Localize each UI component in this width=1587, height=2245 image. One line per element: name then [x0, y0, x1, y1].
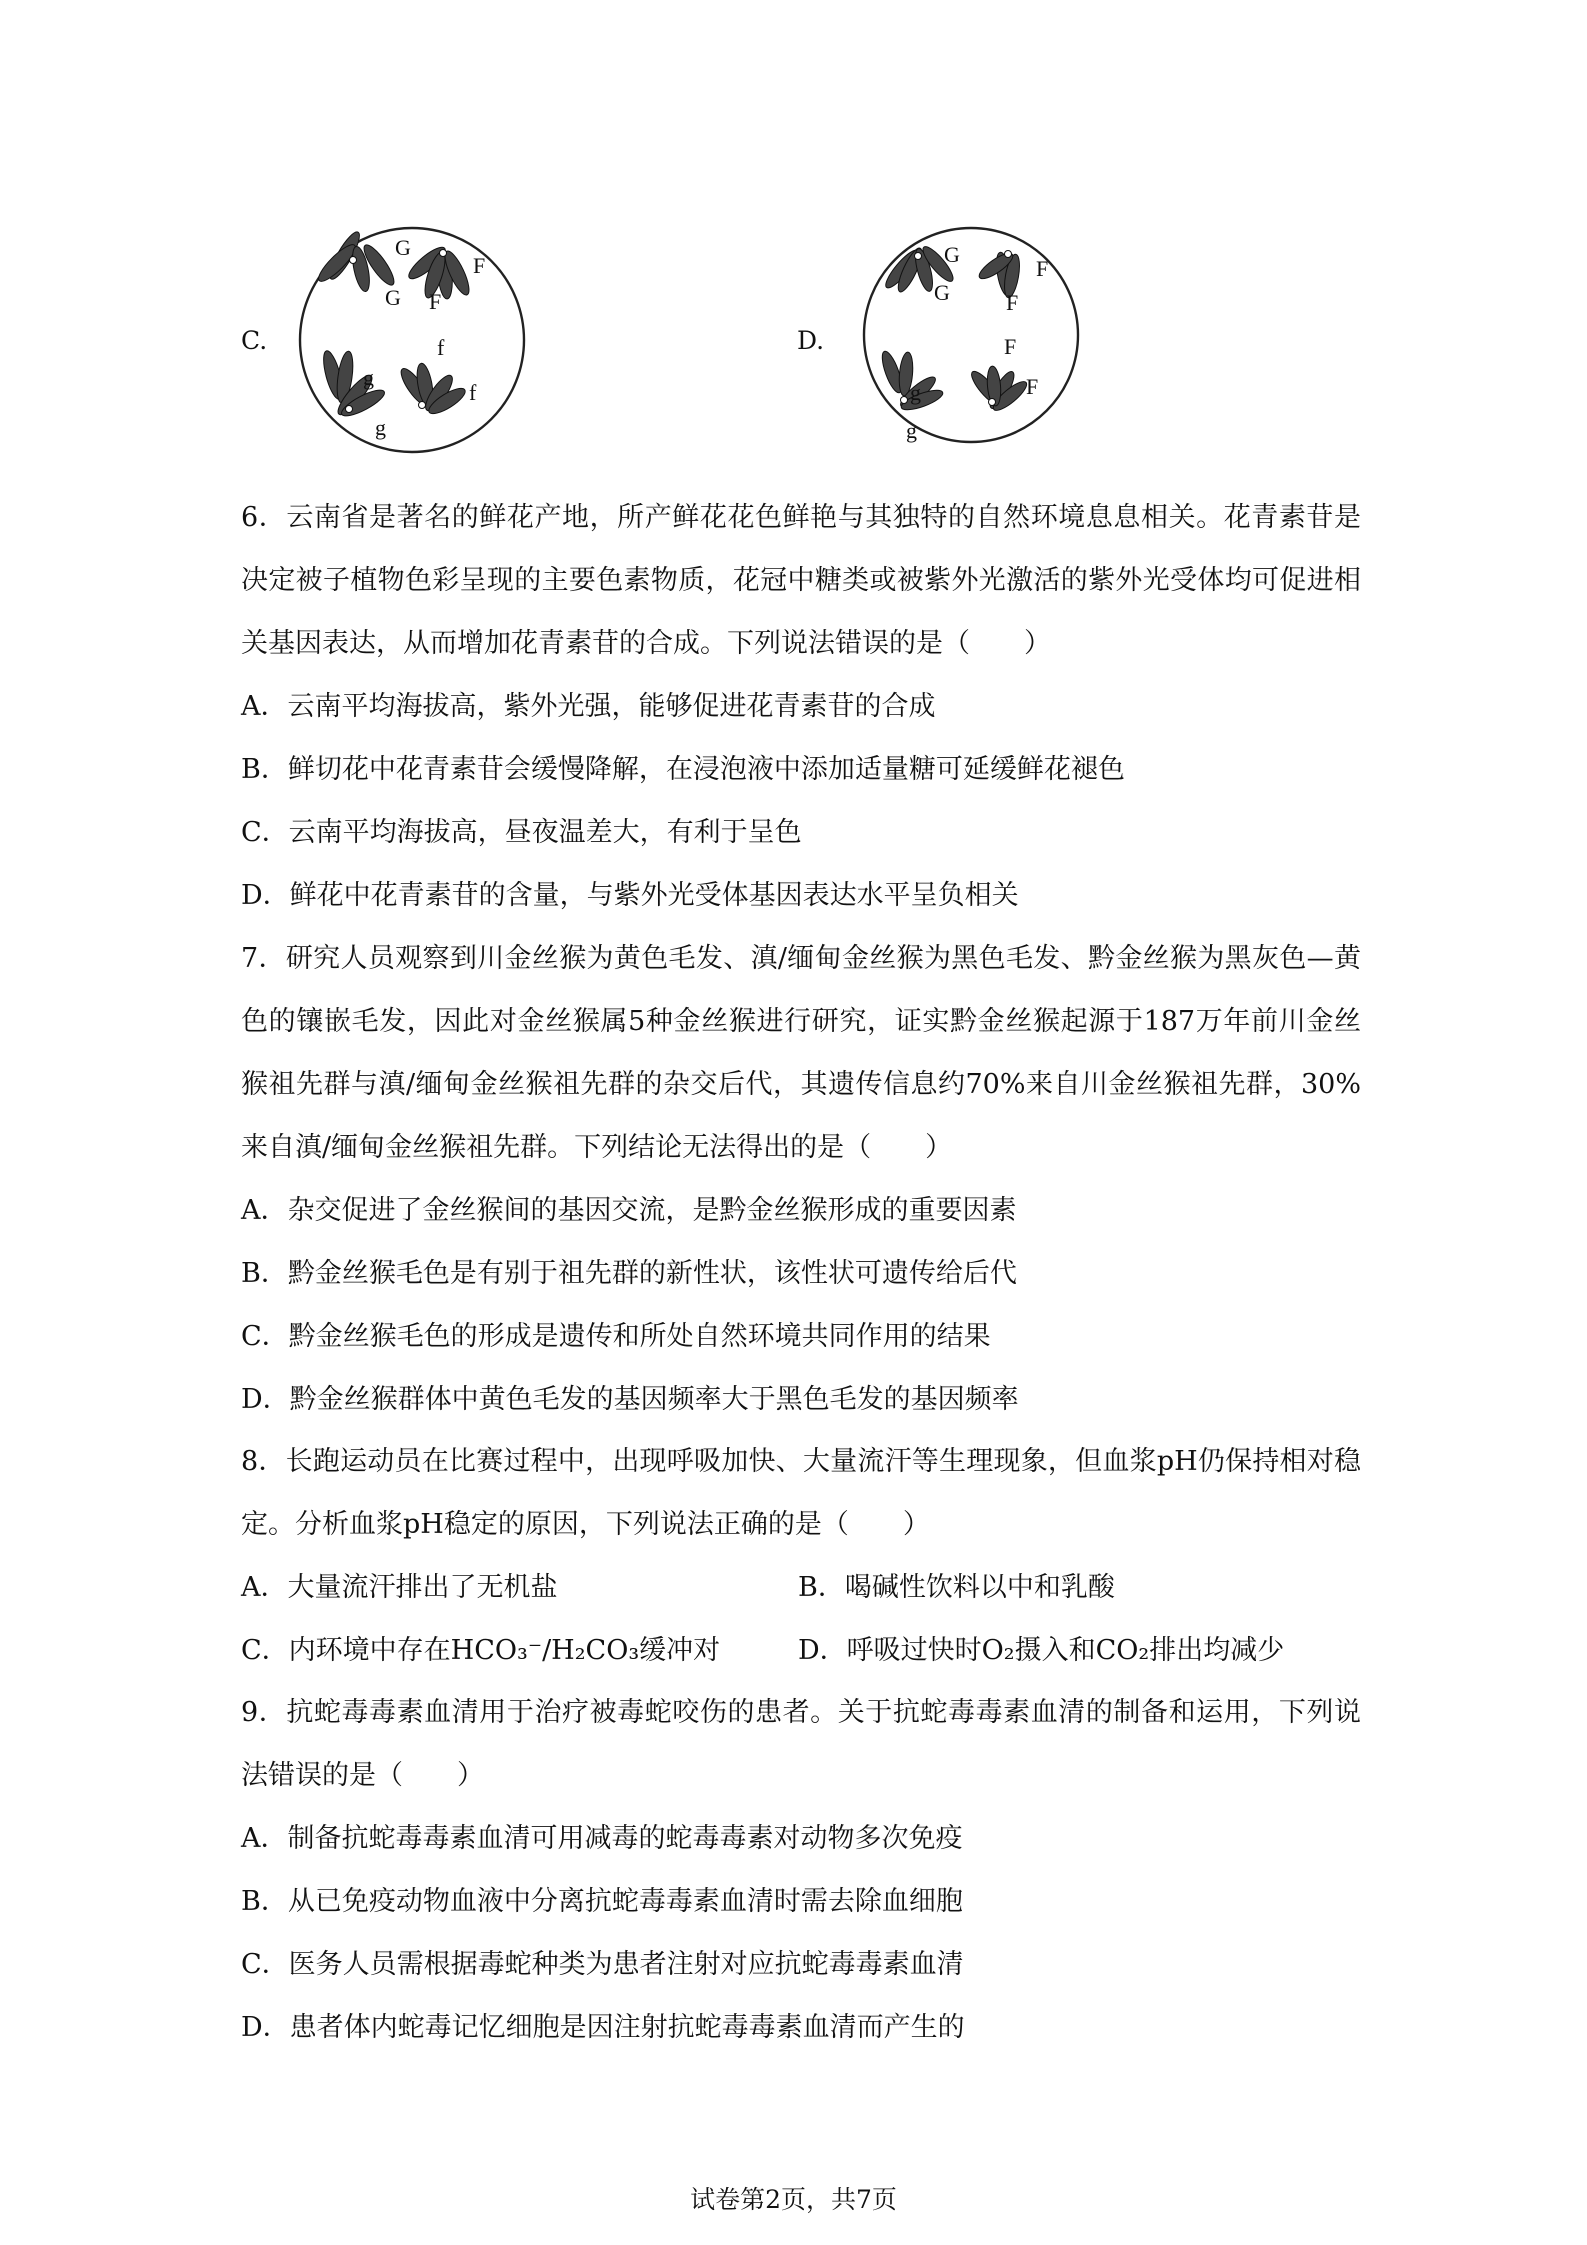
option-d: D．鲜花中花青素苷的含量，与紫外光受体基因表达水平呈负相关	[241, 880, 1019, 911]
option-a: A．云南平均海拔高，紫外光强，能够促进花青素苷的合成	[241, 691, 936, 722]
allele-label: F	[1036, 256, 1049, 281]
option-a: A．大量流汗排出了无机盐	[241, 1572, 558, 1603]
chromosome-pair-bottom-right	[397, 362, 469, 418]
allele-label: f	[437, 335, 445, 360]
option-row	[241, 1619, 1361, 1682]
allele-label: F	[1006, 290, 1019, 315]
allele-label: g	[910, 380, 921, 405]
question-stem: 7．研究人员观察到川金丝猴为黄色毛发、滇/缅甸金丝猴为黑色毛发、黔金丝猴为黑灰色—黄色的镶嵌毛发，因此对金丝猴属5种金丝猴进行研究，证实黔金丝猴起源于187万年前川金丝猴祖先群与滇/缅甸金丝猴祖先群的杂交后代，其遗传信息约70%来自川金丝猴祖先群，30%来自滇/缅甸金丝猴祖先群。下列结论无法得出的是（ ）	[241, 943, 1361, 1163]
option-c: C．黔金丝猴毛色的形成是遗传和所处自然环境共同作用的结果	[241, 1321, 991, 1352]
page-footer: 试卷第2页，共7页	[690, 2185, 897, 2214]
option-a: A．杂交促进了金丝猴间的基因交流，是黔金丝猴形成的重要因素	[241, 1195, 1017, 1226]
chromosome-pair-bottom-left	[320, 349, 388, 420]
option-d-label: D.	[797, 326, 825, 355]
question-8	[241, 1430, 1361, 1682]
cell-diagram-c	[297, 225, 527, 455]
chromosome-pair-top-left	[314, 229, 398, 293]
cell-diagram-d	[860, 224, 1082, 446]
option-row	[241, 1556, 1361, 1619]
allele-label: G	[944, 242, 960, 267]
option-b: B．鲜切花中花青素苷会缓慢降解，在浸泡液中添加适量糖可延缓鲜花褪色	[241, 754, 1125, 785]
allele-label: g	[375, 415, 386, 440]
allele-label: g	[363, 365, 374, 390]
allele-label: f	[469, 380, 477, 405]
option-d: D．黔金丝猴群体中黄色毛发的基因频率大于黑色毛发的基因频率	[241, 1384, 1019, 1415]
option-d: D．患者体内蛇毒记忆细胞是因注射抗蛇毒毒素血清而产生的	[241, 2012, 965, 2043]
option-b: B．喝碱性饮料以中和乳酸	[798, 1572, 1115, 1603]
option-c-label: C.	[241, 326, 268, 355]
option-d: D．呼吸过快时O₂摄入和CO₂排出均减少	[798, 1635, 1285, 1666]
allele-label: G	[395, 235, 411, 260]
option-c: C．云南平均海拔高，昼夜温差大，有利于呈色	[241, 817, 802, 848]
allele-label: F	[1004, 334, 1017, 359]
option-b: B．从已免疫动物血液中分离抗蛇毒毒素血清时需去除血细胞	[241, 1886, 963, 1917]
allele-label: F	[473, 253, 486, 278]
allele-label: G	[934, 280, 950, 305]
question-stem: 9．抗蛇毒毒素血清用于治疗被毒蛇咬伤的患者。关于抗蛇毒毒素血清的制备和运用，下列说法错误的是（ ）	[241, 1697, 1361, 1791]
allele-label: g	[906, 418, 917, 443]
question-9	[241, 1681, 1361, 2059]
question-6	[241, 486, 1361, 927]
allele-label: F	[429, 289, 442, 314]
question-7	[241, 927, 1361, 1431]
chromosome-pair-bottom-right	[968, 366, 1031, 415]
option-c: C．医务人员需根据毒蛇种类为患者注射对应抗蛇毒毒素血清	[241, 1949, 964, 1980]
question-stem: 6．云南省是著名的鲜花产地，所产鲜花花色鲜艳与其独特的自然环境息息相关。花青素苷是决定被子植物色彩呈现的主要色素物质，花冠中糖类或被紫外光激活的紫外光受体均可促进相关基因表达，从而增加花青素苷的合成。下列说法错误的是（ ）	[241, 502, 1361, 659]
allele-label: G	[385, 285, 401, 310]
option-c: C．内环境中存在HCO₃⁻/H₂CO₃缓冲对	[241, 1635, 721, 1666]
allele-label: F	[1026, 374, 1039, 399]
option-a: A．制备抗蛇毒毒素血清可用减毒的蛇毒毒素对动物多次免疫	[241, 1823, 963, 1854]
option-b: B．黔金丝猴毛色是有别于祖先群的新性状，该性状可遗传给后代	[241, 1258, 1017, 1289]
question-stem: 8．长跑运动员在比赛过程中，出现呼吸加快、大量流汗等生理现象，但血浆pH仍保持相对稳定。分析血浆pH稳定的原因，下列说法正确的是（ ）	[241, 1446, 1361, 1540]
